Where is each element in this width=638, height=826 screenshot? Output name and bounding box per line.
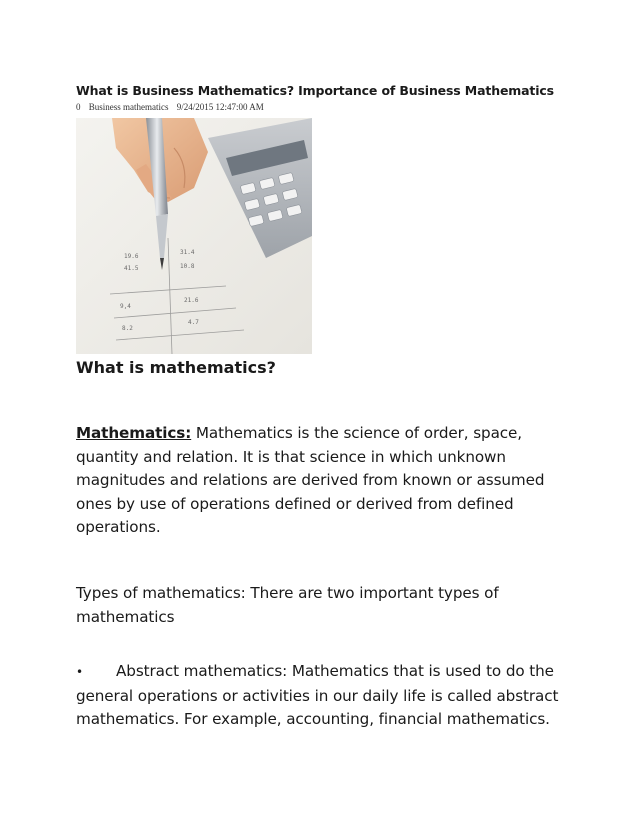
svg-text:4.7: 4.7: [188, 319, 199, 326]
document-title: What is Business Mathematics? Importance of Business Mathematics: [76, 83, 554, 98]
bullet-icon: •: [76, 665, 83, 679]
post-timestamp: 9/24/2015 12:47:00 AM: [176, 102, 264, 112]
svg-text:8.2: 8.2: [122, 325, 133, 332]
svg-text:9,4: 9,4: [120, 303, 131, 310]
svg-text:41.5: 41.5: [124, 265, 139, 272]
svg-text:31.4: 31.4: [180, 249, 195, 256]
post-meta: [76, 102, 270, 112]
types-paragraph: Types of mathematics: There are two important types of mathematics: [76, 584, 499, 626]
comment-count: 0: [76, 102, 81, 112]
svg-text:10.8: 10.8: [180, 263, 195, 270]
category-label: Business mathematics: [88, 102, 169, 112]
definition-text: Mathematics is the science of order, space, quantity and relation. It is that science in which unknown magnitudes and relations are derived from known or assumed ones by use of operations defined or derived from defined operations.: [76, 424, 545, 536]
definition-paragraph: [76, 422, 576, 540]
list-item: [76, 660, 576, 732]
svg-text:19.6: 19.6: [124, 253, 139, 260]
svg-text:21.6: 21.6: [184, 297, 199, 304]
section-heading: What is mathematics?: [76, 358, 276, 377]
list-item-text: Abstract mathematics: Mathematics that is used to do the general operations or activities in our daily life is called abstract mathematics. For example, accounting, financial mathematics.: [76, 662, 559, 728]
definition-term: Mathematics:: [76, 424, 192, 442]
pen-calculator-photo: [76, 118, 312, 354]
